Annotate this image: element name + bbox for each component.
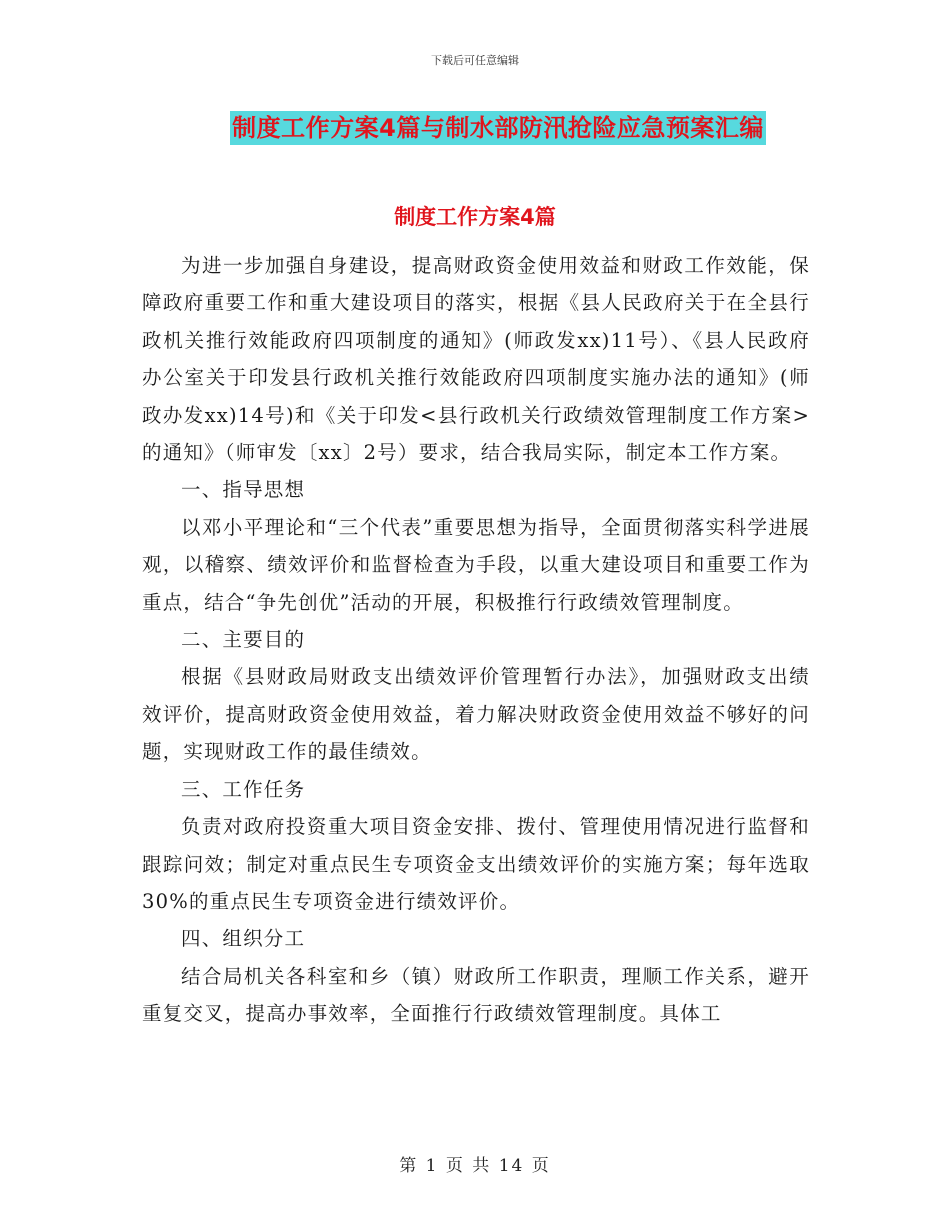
page-number-footer: 第 1 页 共 14 页 <box>399 1156 551 1176</box>
document-title-container <box>0 111 950 145</box>
page-header-note: 下载后可任意编辑 <box>431 54 519 67</box>
paragraph-organization: 结合局机关各科室和乡（镇）财政所工作职责，理顺工作关系，避开重复交叉，提高办事效率，全面推行行政绩效管理制度。具体工 <box>142 964 810 1026</box>
heading-main-purpose: 二、主要目的 <box>181 628 306 652</box>
paragraph-guiding-ideology: 以邓小平理论和“三个代表”重要思想为指导，全面贯彻落实科学进展观，以稽察、绩效评价和监督检查为手段，以重大建设项目和重要工作为重点，结合“争先创优”活动的开展，积极推行行政绩效管理制度。 <box>142 515 810 614</box>
heading-organization: 四、组织分工 <box>181 927 306 951</box>
document-body <box>142 247 810 1033</box>
paragraph-intro: 为进一步加强自身建设，提高财政资金使用效益和财政工作效能，保障政府重要工作和重大建设项目的落实，根据《县人民政府关于在全县行政机关推行效能政府四项制度的通知》(师政发xx)11号）、《县人民政府办公室关于印发县行政机关推行效能政府四项制度实施办法的通知》(师政办发xx)14号)和《关于印发<县行政机关行政绩效管理制度工作方案>的通知》（师审发〔xx〕2号）要求，结合我局实际，制定本工作方案。 <box>142 254 810 465</box>
paragraph-main-purpose: 根据《县财政局财政支出绩效评价管理暂行办法》，加强财政支出绩效评价，提高财政资金使用效益，着力解决财政资金使用效益不够好的问题，实现财政工作的最佳绩效。 <box>142 665 810 764</box>
paragraph-work-tasks: 负责对政府投资重大项目资金安排、拨付、管理使用情况进行监督和跟踪问效；制定对重点民生专项资金支出绩效评价的实施方案；每年选取30%的重点民生专项资金进行绩效评价。 <box>142 815 810 913</box>
section-title: 制度工作方案4篇 <box>394 205 556 229</box>
heading-work-tasks: 三、工作任务 <box>181 777 306 801</box>
document-title: 制度工作方案4篇与制水部防汛抢险应急预案汇编 <box>230 111 766 145</box>
heading-guiding-ideology: 一、指导思想 <box>181 478 306 502</box>
